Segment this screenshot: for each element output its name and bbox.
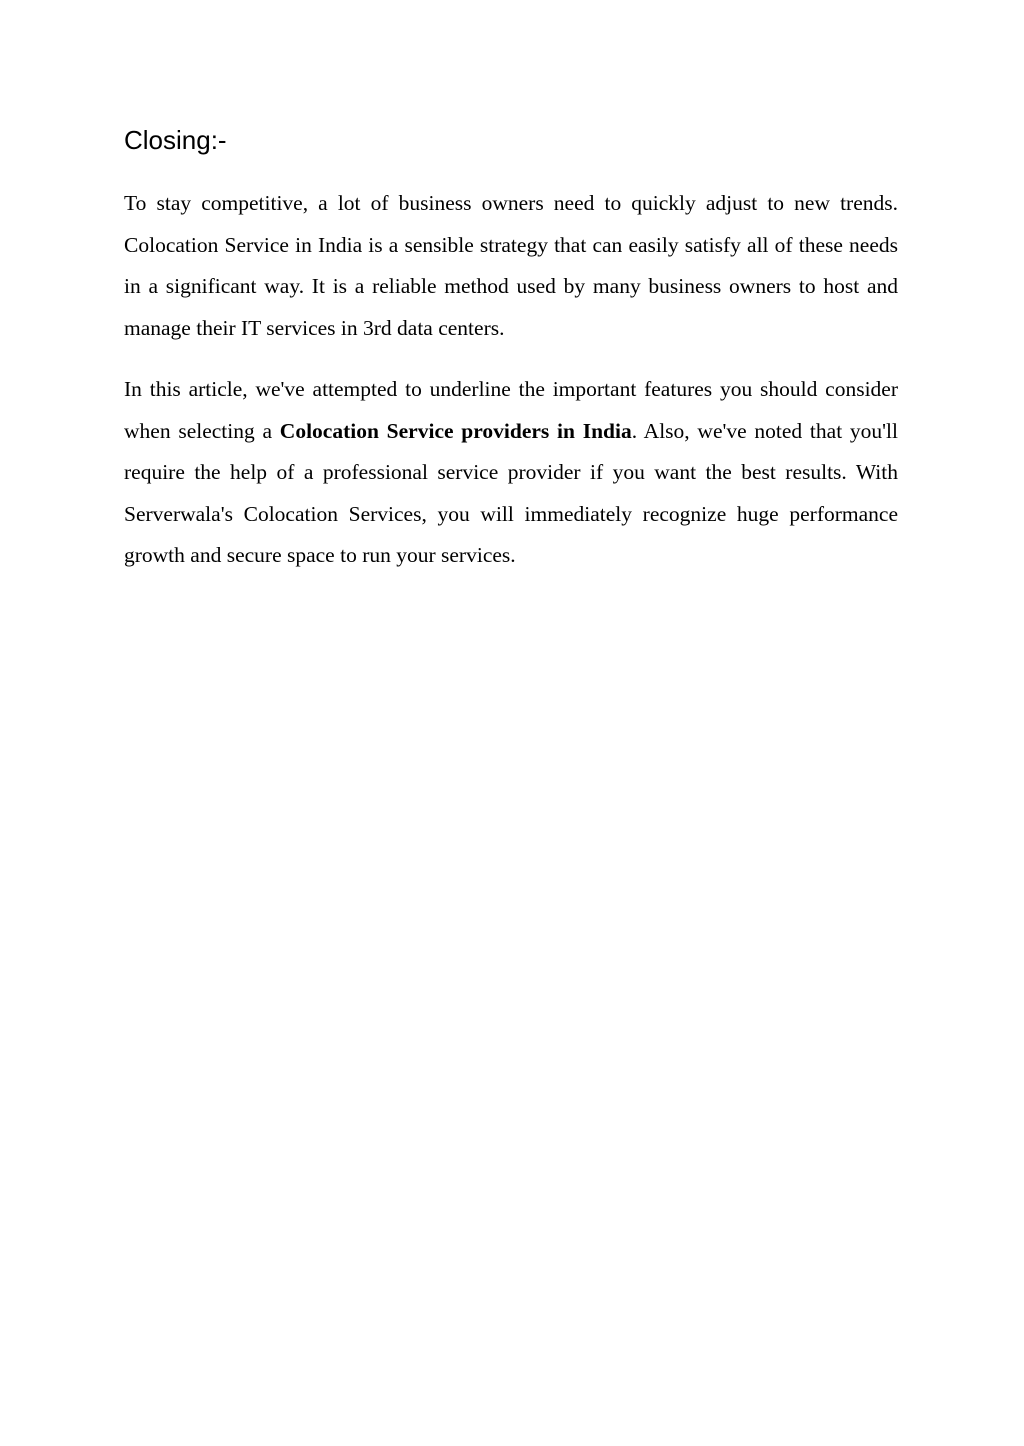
section-heading: Closing:- (124, 125, 227, 155)
paragraph-closing-intro: To stay competitive, a lot of business owners need to quickly adjust to new trends. Colocation Service in India is a sensible strategy that can easily satisfy all of these needs in a significant way. It is a reliable method used by many business owners to host and manage their IT services in 3rd data centers. (124, 191, 898, 340)
paragraph-closing-summary (124, 369, 898, 577)
paragraph-text-end: . Also, we've noted that you'll require the help of a professional service provider if you want the best results. With Serverwala's Colocation Services, you will immediately recognize huge performance growth and secure space to run your services. (124, 418, 898, 567)
document-body (124, 118, 898, 597)
bold-keyword-phrase: Colocation Service providers in India (279, 418, 632, 443)
paragraph-text-start: In this article, we've attempted to underline the important features you should consider when selecting a (124, 377, 898, 443)
